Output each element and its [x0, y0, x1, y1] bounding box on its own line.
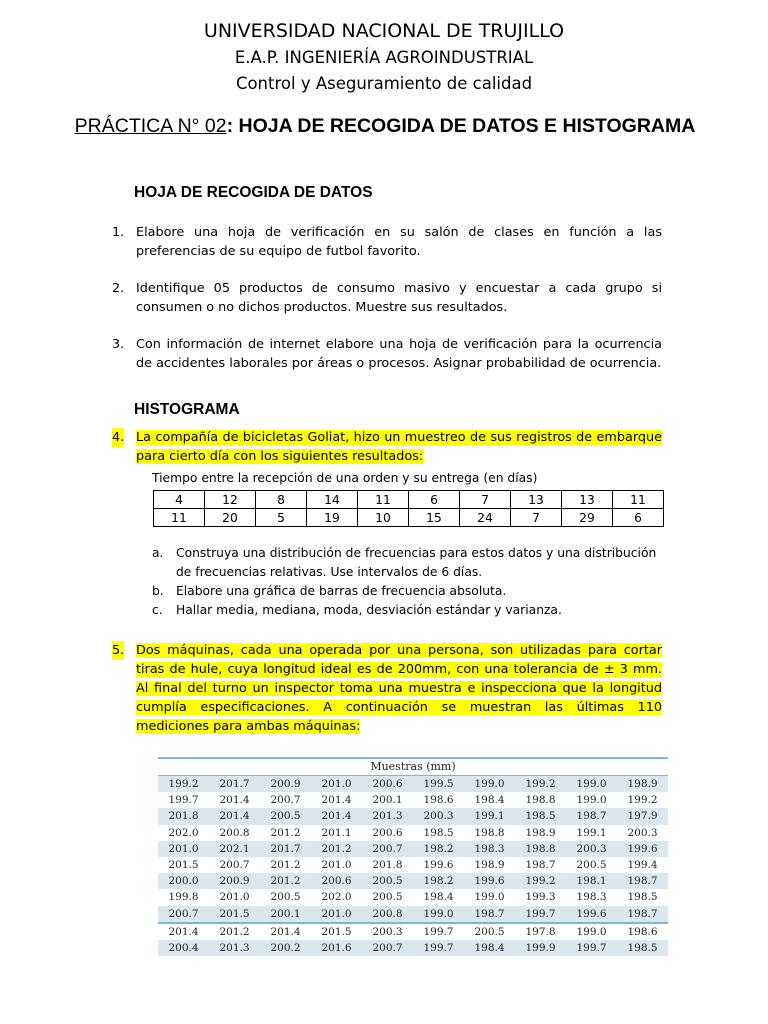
- table-cell: 200.5: [474, 925, 505, 938]
- table-cell: 201.5: [321, 925, 352, 938]
- table-cell: 200.5: [270, 891, 301, 904]
- table-cell: 199.6: [423, 858, 454, 871]
- table-cell: 198.2: [423, 842, 454, 855]
- table-cell: 198.7: [576, 810, 607, 823]
- course-name: Control y Aseguramiento de calidad: [235, 74, 533, 93]
- table-cell: 8: [256, 491, 307, 509]
- table-cell: 11: [358, 491, 409, 509]
- table-row: [154, 491, 664, 509]
- table-cell: 199.0: [474, 891, 505, 904]
- table-cell: 201.4: [270, 925, 301, 938]
- highlighted-text: La compañía de bicicletas Goliat, hizo un muestreo de sus registros de embarque para cierto día con los siguientes resultados:: [136, 430, 662, 464]
- table-row: [158, 940, 668, 956]
- table-cell: 201.8: [372, 858, 403, 871]
- table-cell: 200.1: [270, 907, 301, 920]
- table-cell: 19: [307, 509, 358, 527]
- table-cell: 198.7: [474, 907, 505, 920]
- table-cell: 198.5: [525, 810, 556, 823]
- table-cell: 201.2: [270, 826, 301, 839]
- table-cell: 200.7: [270, 794, 301, 807]
- table-cell: 201.3: [219, 941, 250, 954]
- table-cell: 199.0: [474, 778, 505, 790]
- table-cell: 201.2: [321, 842, 352, 855]
- table-cell: 199.2: [168, 778, 199, 790]
- table-cell: 199.7: [168, 794, 199, 807]
- table-cell: 198.7: [525, 858, 556, 871]
- sub-text: Construya una distribución de frecuencias para estos datos y una distribución de frecuencias relativas. Use intervalos de 6 días.: [176, 546, 657, 579]
- table-cell: 15: [409, 509, 460, 527]
- table-cell: 198.8: [525, 842, 556, 855]
- table-cell: 201.1: [321, 826, 352, 839]
- section-heading-data-sheet: HOJA DE RECOGIDA DE DATOS: [134, 184, 373, 201]
- table-cell: 13: [562, 491, 613, 509]
- item-text: [136, 428, 662, 466]
- table-cell: 200.9: [270, 778, 301, 790]
- measurements-table: [158, 757, 668, 956]
- section-heading-histogram: HISTOGRAMA: [134, 401, 240, 418]
- table-cell: 29: [562, 509, 613, 527]
- table-cell: 201.7: [270, 842, 301, 855]
- item-number: 2.: [112, 281, 125, 296]
- table-cell: 199.0: [576, 778, 607, 790]
- table-cell: 200.7: [372, 842, 403, 855]
- table-cell: 201.4: [321, 794, 352, 807]
- table-row: [158, 776, 668, 792]
- table-row: [158, 808, 668, 824]
- table-cell: 200.5: [372, 875, 403, 888]
- sub-letter: b.: [152, 584, 164, 598]
- table-cell: 199.9: [525, 941, 556, 954]
- table-cell: 200.0: [168, 875, 199, 888]
- table-cell: 201.8: [168, 810, 199, 823]
- table-cell: 198.9: [525, 826, 556, 839]
- table-cell: 201.2: [270, 858, 301, 871]
- table-cell: 6: [613, 509, 664, 527]
- table-row: [158, 873, 668, 889]
- table-cell: 201.0: [219, 891, 250, 904]
- sub-text: Elabore una gráfica de barras de frecuencia absoluta.: [176, 584, 507, 598]
- table-cell: 198.6: [423, 794, 454, 807]
- list-item-4: [112, 428, 662, 466]
- table-cell: 200.8: [219, 826, 250, 839]
- table-cell: 200.5: [576, 858, 607, 871]
- table-cell: 200.7: [372, 941, 403, 954]
- table-cell: 202.1: [219, 842, 250, 855]
- table-cell: 201.2: [219, 925, 250, 938]
- table-cell: 198.3: [576, 891, 607, 904]
- item-number: 3.: [112, 337, 125, 352]
- list-item-3: [112, 335, 662, 373]
- sub-list: [152, 544, 672, 620]
- table-cell: 12: [205, 491, 256, 509]
- table-cell: 199.2: [525, 875, 556, 888]
- table-cell: 198.7: [627, 875, 658, 888]
- item-number: 1.: [112, 225, 125, 240]
- table-cell: 198.9: [474, 858, 505, 871]
- table-cell: 199.0: [576, 925, 607, 938]
- table-row: [158, 792, 668, 808]
- table-cell: 198.1: [576, 875, 607, 888]
- sub-letter: a.: [152, 546, 164, 560]
- table-cell: 200.9: [219, 875, 250, 888]
- table-cell: 200.3: [423, 810, 454, 823]
- table-cell: 202.0: [168, 826, 199, 839]
- table-cell: 199.1: [474, 810, 505, 823]
- table-cell: 10: [358, 509, 409, 527]
- table-cell: 200.3: [576, 842, 607, 855]
- table-cell: 201.5: [168, 858, 199, 871]
- table-cell: 201.5: [219, 907, 250, 920]
- university-name: UNIVERSIDAD NACIONAL DE TRUJILLO: [203, 20, 565, 42]
- table-cell: 199.0: [423, 907, 454, 920]
- table-cell: 198.3: [474, 842, 505, 855]
- item-number: 5.: [112, 643, 125, 658]
- table-cell: 199.2: [525, 778, 556, 790]
- table-cell: 199.5: [423, 778, 454, 790]
- item-text: Elabore una hoja de verificación en su salón de clases en función a las preferencias de su equipo de futbol favorito.: [136, 225, 662, 259]
- table-row: [154, 509, 664, 527]
- table-cell: 198.8: [525, 794, 556, 807]
- table-cell: 201.4: [168, 925, 199, 938]
- sub-text: Hallar media, mediana, moda, desviación estándar y varianza.: [176, 603, 562, 617]
- table-cell: 200.2: [270, 941, 301, 954]
- sub-letter: c.: [152, 603, 163, 617]
- table-cell: 197.8: [525, 925, 556, 938]
- table-cell: 201.0: [168, 842, 199, 855]
- table-cell: 201.3: [372, 810, 403, 823]
- practice-title-text: : HOJA DE RECOGIDA DE DATOS E HISTOGRAMA: [226, 115, 696, 137]
- list-item-1: [112, 223, 662, 261]
- table-cell: 200.5: [372, 891, 403, 904]
- table-cell: 201.4: [219, 794, 250, 807]
- table-cell: 201.0: [321, 858, 352, 871]
- table-cell: 201.0: [321, 907, 352, 920]
- table-cell: 200.7: [168, 907, 199, 920]
- table-cell: 201.7: [219, 778, 250, 790]
- table-cell: 198.5: [423, 826, 454, 839]
- table-cell: 201.4: [321, 810, 352, 823]
- table-cell: 201.6: [321, 941, 352, 954]
- table-cell: 201.4: [219, 810, 250, 823]
- table-cell: 200.1: [372, 794, 403, 807]
- table-cell: 200.5: [270, 810, 301, 823]
- table-cell: 199.2: [627, 794, 658, 807]
- table-cell: 199.7: [576, 941, 607, 954]
- table-cell: 198.9: [627, 778, 658, 790]
- table-cell: 198.7: [627, 907, 658, 920]
- list-item-2: [112, 279, 662, 317]
- table-cell: 11: [154, 509, 205, 527]
- table-cell: 200.6: [321, 875, 352, 888]
- item-number: 4.: [112, 430, 125, 445]
- table-cell: 200.4: [168, 941, 199, 954]
- list-item-5: [112, 641, 662, 736]
- table-cell: 199.7: [423, 925, 454, 938]
- table-cell: 4: [154, 491, 205, 509]
- table-cell: 198.5: [627, 941, 658, 954]
- sub-item-a: [152, 544, 672, 582]
- table-cell: 199.3: [525, 891, 556, 904]
- table-cell: 199.8: [168, 891, 199, 904]
- table-cell: 199.4: [627, 858, 658, 871]
- table-cell: 199.7: [423, 941, 454, 954]
- table-cell: 24: [460, 509, 511, 527]
- table-cell: 198.6: [627, 925, 658, 938]
- table-cell: 198.4: [474, 941, 505, 954]
- table-cell: 5: [256, 509, 307, 527]
- table-cell: 200.8: [372, 907, 403, 920]
- table-cell: 11: [613, 491, 664, 509]
- table-cell: 200.6: [372, 826, 403, 839]
- table-cell: 198.4: [474, 794, 505, 807]
- table-cell: 200.3: [627, 826, 658, 839]
- school-name: E.A.P. INGENIERÍA AGROINDUSTRIAL: [234, 48, 534, 67]
- table-cell: 201.2: [270, 875, 301, 888]
- item-text: Con información de internet elabore una hoja de verificación para la ocurrencia de accidentes laborales por áreas o procesos. Asignar probabilidad de ocurrencia.: [136, 337, 662, 371]
- practice-title: [60, 114, 710, 138]
- practice-number: PRÁCTICA N° 02: [74, 115, 227, 137]
- table-cell: 198.4: [423, 891, 454, 904]
- table-cell: 201.0: [321, 778, 352, 790]
- table-cell: 20: [205, 509, 256, 527]
- table-cell: 7: [460, 491, 511, 509]
- table-row: [158, 825, 668, 841]
- table-cell: 198.8: [474, 826, 505, 839]
- delivery-times-table: [153, 490, 664, 527]
- table-cell: 14: [307, 491, 358, 509]
- table-cell: 198.2: [423, 875, 454, 888]
- measurements-table-title: Muestras (mm): [158, 757, 668, 776]
- table-caption: Tiempo entre la recepción de una orden y su entrega (en días): [152, 471, 538, 485]
- table-cell: 200.3: [372, 925, 403, 938]
- item-text: [136, 641, 662, 736]
- table-cell: 197.9: [627, 810, 658, 823]
- table-cell: 13: [511, 491, 562, 509]
- table-cell: 199.6: [627, 842, 658, 855]
- table-cell: 200.6: [372, 778, 403, 790]
- table-cell: 199.6: [474, 875, 505, 888]
- table-cell: 200.7: [219, 858, 250, 871]
- sub-item-c: [152, 601, 672, 620]
- table-row: [158, 906, 668, 922]
- table-cell: 199.7: [525, 907, 556, 920]
- highlighted-text: Dos máquinas, cada una operada por una persona, son utilizadas para cortar tiras de hule, cuya longitud ideal es de 200mm, con una tolerancia de ± 3 mm. Al final del turno un inspector toma una muestra e inspecciona que la longitud cumplía especificaciones. A continuación se muestran las últimas 110 mediciones para ambas máquinas:: [136, 643, 662, 734]
- table-cell: 202.0: [321, 891, 352, 904]
- table-row: [158, 857, 668, 873]
- item-text: Identifique 05 productos de consumo masivo y encuestar a cada grupo si consumen o no dichos productos. Muestre sus resultados.: [136, 281, 662, 315]
- table-row: [158, 889, 668, 905]
- table-cell: 199.1: [576, 826, 607, 839]
- table-cell: 199.0: [576, 794, 607, 807]
- table-row: [158, 922, 668, 940]
- table-cell: 6: [409, 491, 460, 509]
- table-row: [158, 841, 668, 857]
- sub-item-b: [152, 582, 672, 601]
- table-cell: 7: [511, 509, 562, 527]
- table-cell: 198.5: [627, 891, 658, 904]
- table-cell: 199.6: [576, 907, 607, 920]
